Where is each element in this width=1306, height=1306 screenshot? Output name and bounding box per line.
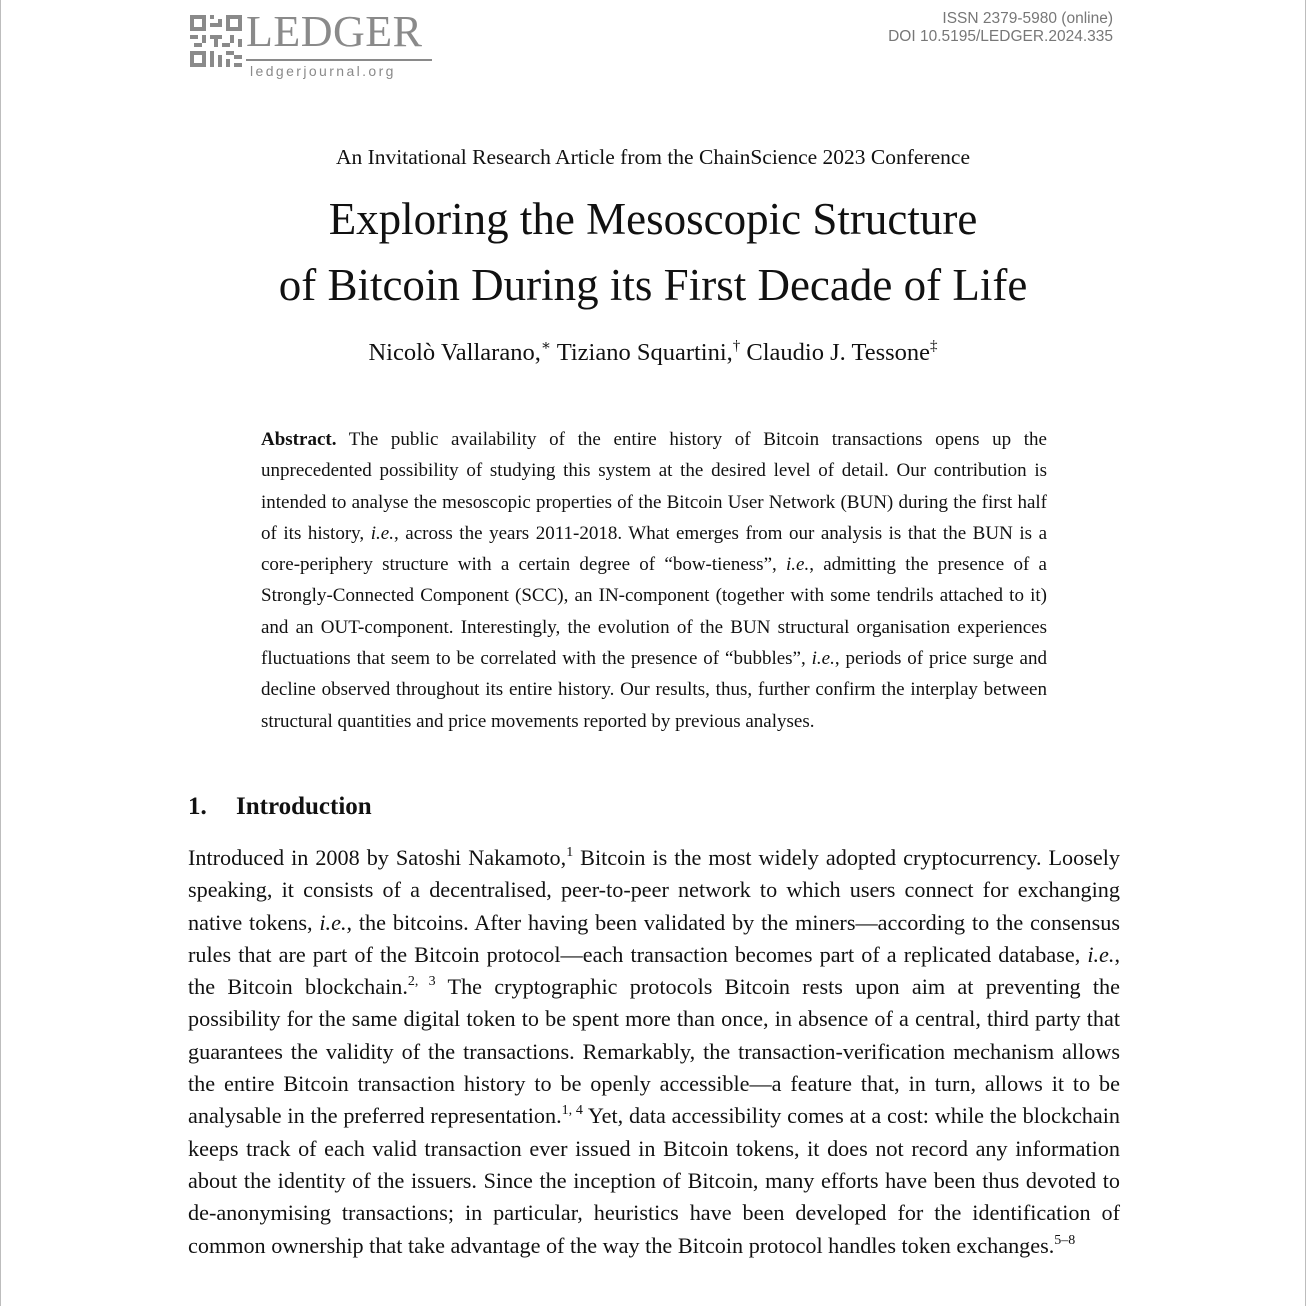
section-title: Introduction [236, 793, 372, 820]
author-name: Tiziano Squartini, [556, 339, 733, 366]
abstract-text: The public availability of the entire history of Bitcoin transactions opens up the unprecedented possibility of studying this system at the desired level of detail. Our contribution is intended to analyse the mesoscopic properties of the Bitcoin User Network (BUN) during the first half of its history, [261, 429, 1047, 544]
author-list [0, 339, 1306, 367]
body-text: , the Bitcoin blockchain. [188, 941, 1120, 1000]
abstract-ie: i.e. [786, 554, 810, 576]
body-ie: i.e. [319, 909, 347, 935]
body-text: Bitcoin is the most widely adopted cryptocurrency. Loosely speaking, it consists of a decentralised, peer-to-peer network to which users connect for exchanging native tokens, [188, 845, 1120, 935]
title-line-1: Exploring the Mesoscopic Structure [328, 194, 978, 244]
abstract-ie: i.e. [811, 648, 835, 670]
qr-code-icon [190, 14, 242, 68]
issn: ISSN 2379-5980 (online) [942, 10, 1113, 27]
journal-logo[interactable] [190, 7, 440, 79]
doi[interactable]: DOI 10.5195/LEDGER.2024.335 [888, 28, 1113, 45]
author-name: Nicolò Vallarano, [368, 339, 541, 366]
author-footnote-mark[interactable]: † [732, 338, 741, 354]
body-text: The cryptographic protocols Bitcoin rests upon aim at preventing the possibility for the same digital token to be spent more than once, in absence of a central, third party that guarantees the validity of the transactions. Remarkably, the transaction-verification mechanism allows the entire Bitcoin transaction history to be openly accessible—a feature that, in turn, allows it to be analysable in the preferred representation. [188, 974, 1121, 1129]
citation-link[interactable]: 1, 4 [561, 1103, 583, 1119]
author-footnote-mark[interactable]: ∗ [540, 338, 552, 354]
abstract-label: Abstract. [261, 429, 337, 450]
body-text: , the bitcoins. After having been validated by the miners—according to the consensus rules that are part of the Bitcoin protocol—each transaction becomes part of a replicated database, [188, 909, 1121, 967]
citation-link[interactable]: 1 [566, 845, 574, 860]
abstract-text: , admitting the presence of a Strongly-Connected Component (SCC), an IN-component (together with some tendrils attached to it) and an OUT-component. Interestingly, the evolution of the BUN structural organisation experiences fluctuations that seem to be correlated with the presence of “bubbles”, [261, 554, 1047, 670]
author-name: Claudio J. Tessone [746, 339, 931, 366]
body-text: Yet, data accessibility comes at a cost: while the blockchain keeps track of each valid transaction ever issued in Bitcoin tokens, it does not record any information about the identity of the issuers. Since the inception of Bitcoin, many efforts have been thus devoted to de-anonymising transactions; in particular, heuristics have been developed for the identification of common ownership that take advantage of the way the Bitcoin protocol handles token exchanges. [188, 1103, 1120, 1258]
section-heading [188, 793, 372, 821]
title-line-2: of Bitcoin During its First Decade of Life [278, 260, 1028, 310]
body-ie: i.e. [1087, 941, 1115, 967]
abstract-text: , periods of price surge and decline observed throughout its entire history. Our results, thus, further confirm the interplay between structural quantities and price movements reported by previous analyses. [261, 648, 1047, 732]
issn-doi-block [888, 10, 1113, 46]
journal-name: LEDGER [246, 7, 423, 56]
citation-link[interactable]: 5–8 [1054, 1232, 1076, 1248]
section-number: 1. [188, 793, 207, 820]
abstract-ie: i.e. [370, 522, 394, 544]
citation-link[interactable]: 2, 3 [407, 974, 436, 990]
abstract [261, 424, 1047, 737]
paper-title [0, 186, 1306, 318]
abstract-text: , across the years 2011-2018. What emerges from our analysis is that the BUN is a core-periphery structure with a certain degree of “bow-tieness”, [261, 522, 1048, 576]
article-kicker: An Invitational Research Article from the ChainScience 2023 Conference [335, 145, 971, 169]
body-text: Introduced in 2008 by Satoshi Nakamoto, [188, 845, 567, 870]
intro-paragraph [188, 842, 1120, 1262]
author-footnote-mark[interactable]: ‡ [930, 338, 938, 354]
journal-url[interactable]: ledgerjournal.org [250, 63, 396, 79]
logo-rule [246, 59, 432, 61]
